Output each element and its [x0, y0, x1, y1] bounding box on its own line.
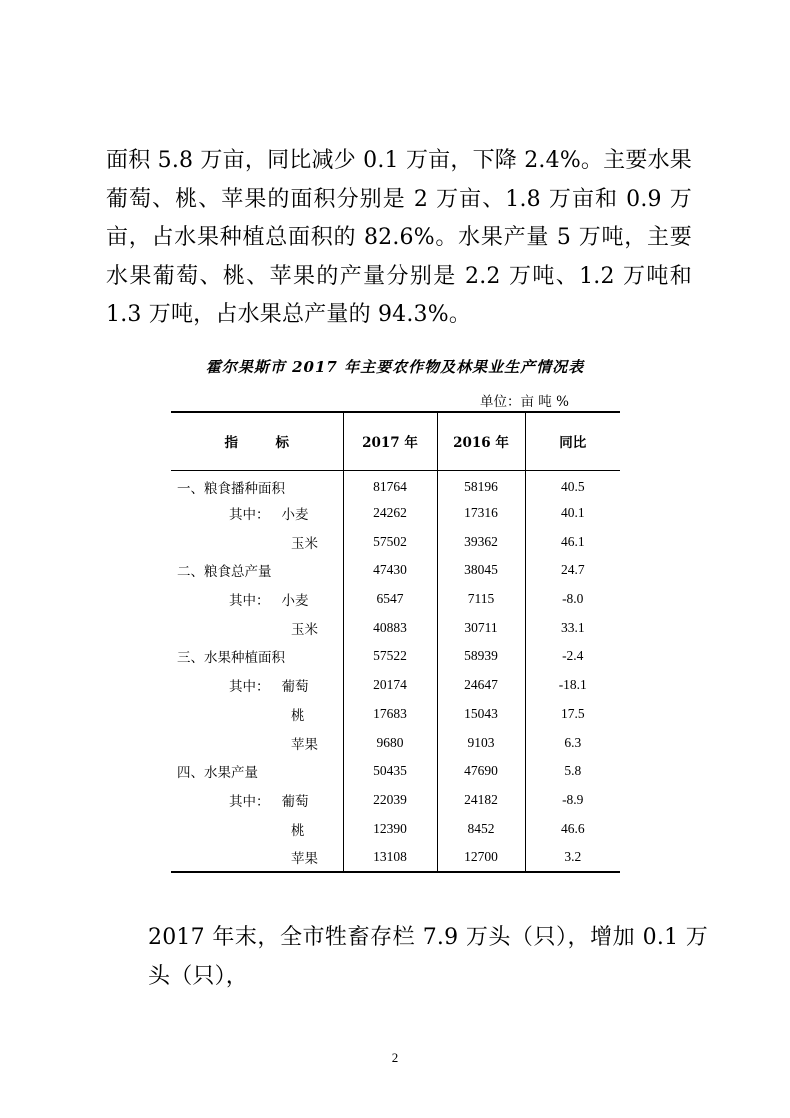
cell-2016: 12700 [437, 843, 525, 872]
cell-2017: 24262 [343, 499, 437, 528]
body-paragraph-top: 面积 5.8 万亩，同比减少 0.1 万亩，下降 2.4%。主要水果葡萄、桃、苹果的面积分别是 2 万亩、1.8 万亩和 0.9 万亩，占水果种植总面积的 82.6%。水果产量 5 万吨，主要水果葡萄、桃、苹果的产量分别是 2.2 万吨、1.2 万吨和 1.3 万吨，占水果总产量的 94.3%。 [106, 148, 692, 327]
row-label [171, 585, 343, 614]
cell-yoy: 6.3 [564, 734, 582, 750]
cell-yoy: -8.9 [562, 791, 584, 807]
table-header-row [171, 412, 620, 470]
table-row [171, 757, 620, 786]
cell-yoy: 17.5 [560, 705, 585, 721]
cell-2017: 17683 [343, 700, 437, 729]
cell-2016: 38045 [437, 556, 525, 585]
cell-2017: 81764 [343, 470, 437, 499]
table-row [171, 470, 620, 499]
table-row [171, 786, 620, 815]
row-label [171, 814, 343, 843]
cell-2016: 30711 [437, 613, 525, 642]
cell-yoy: -2.4 [562, 648, 584, 664]
cell-2016: 58196 [437, 470, 525, 499]
table-row [171, 556, 620, 585]
table-unit-note: 单位：亩 吨 % [480, 394, 569, 410]
cell-2016: 58939 [437, 642, 525, 671]
cell-2016: 7115 [437, 585, 525, 614]
row-label-prefix: 其中： [229, 793, 270, 810]
body-paragraph-bottom: 2017 年末，全市牲畜存栏 7.9 万头（只），增加 0.1 万头（只）， [148, 925, 708, 989]
cell-2017: 6547 [343, 585, 437, 614]
cell-yoy: 24.7 [560, 562, 585, 578]
row-label [171, 642, 343, 671]
row-label [171, 499, 343, 528]
table-body [171, 470, 620, 872]
cell-2016: 9103 [437, 728, 525, 757]
row-label [171, 671, 343, 700]
cell-2017: 12390 [343, 814, 437, 843]
cell-2017: 50435 [343, 757, 437, 786]
row-label-text: 二、粮食总产量 [177, 564, 272, 581]
row-label-text: 苹果 [291, 736, 318, 753]
cell-2017: 20174 [343, 671, 437, 700]
cell-2017: 22039 [343, 786, 437, 815]
header-2017: 2017 年 [343, 412, 437, 470]
cell-2017: 13108 [343, 843, 437, 872]
cell-yoy: 40.5 [560, 478, 585, 494]
table-row [171, 671, 620, 700]
cell-yoy: -8.0 [562, 591, 584, 607]
cell-yoy: 46.6 [560, 820, 585, 836]
cell-2016: 24647 [437, 671, 525, 700]
row-label-text: 玉米 [291, 621, 318, 638]
row-label-text: 葡萄 [281, 679, 309, 696]
cell-2017: 47430 [343, 556, 437, 585]
header-indicator: 指 标 [171, 412, 343, 470]
cell-2016: 17316 [437, 499, 525, 528]
cell-2016: 47690 [437, 757, 525, 786]
page-number: 2 [391, 1050, 399, 1065]
table-row [171, 499, 620, 528]
cell-2017: 40883 [343, 613, 437, 642]
cell-yoy: -18.1 [558, 677, 587, 693]
table-row [171, 728, 620, 757]
table-row [171, 585, 620, 614]
cell-yoy: 33.1 [560, 619, 585, 635]
row-label-text: 三、水果种植面积 [177, 650, 285, 667]
table-row [171, 613, 620, 642]
header-yoy: 同比 [525, 412, 620, 470]
header-2016: 2016 年 [437, 412, 525, 470]
row-label-text: 四、水果产量 [177, 765, 258, 782]
cell-2017: 57522 [343, 642, 437, 671]
cell-yoy: 46.1 [560, 533, 585, 549]
cell-yoy: 40.1 [560, 505, 585, 521]
row-label [171, 786, 343, 815]
row-label-text: 桃 [291, 822, 305, 839]
row-label-prefix: 其中： [229, 679, 270, 696]
row-label [171, 470, 343, 499]
cell-2016: 39362 [437, 527, 525, 556]
cell-2016: 15043 [437, 700, 525, 729]
cell-yoy: 5.8 [564, 763, 582, 779]
row-label-prefix: 其中： [229, 593, 270, 610]
row-label-prefix: 其中： [229, 507, 270, 524]
table-row [171, 700, 620, 729]
table-title: 霍尔果斯市 2017 年主要农作物及林果业生产情况表 [205, 358, 585, 376]
table-row [171, 843, 620, 872]
row-label [171, 843, 343, 872]
row-label [171, 613, 343, 642]
production-table [171, 411, 620, 873]
cell-yoy: 3.2 [525, 843, 620, 872]
row-label [171, 728, 343, 757]
table-row [171, 527, 620, 556]
row-label [171, 556, 343, 585]
row-label-text: 桃 [291, 707, 305, 724]
row-label-text: 葡萄 [281, 793, 309, 810]
table-row [171, 642, 620, 671]
row-label [171, 527, 343, 556]
cell-2017: 57502 [343, 527, 437, 556]
row-label-text: 小麦 [281, 593, 309, 610]
row-label [171, 757, 343, 786]
cell-2017: 9680 [343, 728, 437, 757]
cell-2016: 8452 [437, 814, 525, 843]
table-row [171, 814, 620, 843]
cell-2016: 24182 [437, 786, 525, 815]
row-label-text: 玉米 [291, 535, 318, 552]
row-label-text: 一、粮食播种面积 [177, 480, 285, 497]
row-label [171, 700, 343, 729]
row-label-text: 小麦 [281, 507, 309, 524]
row-label-text: 苹果 [291, 850, 318, 867]
